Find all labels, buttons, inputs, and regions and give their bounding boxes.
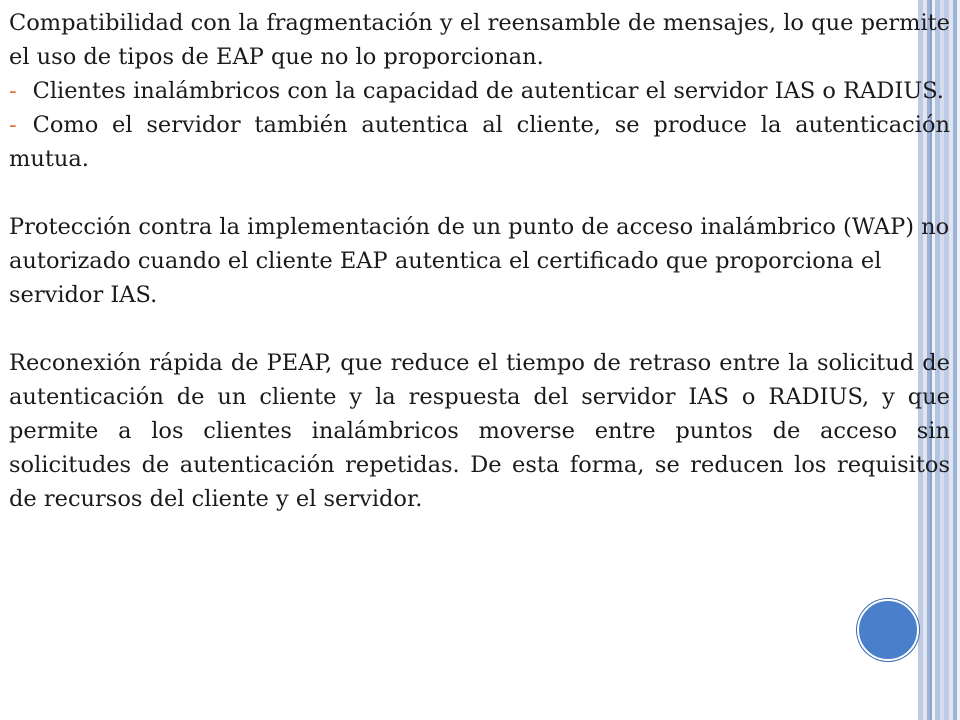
spacer	[9, 176, 950, 210]
bullet-marker: -	[9, 78, 17, 104]
bullet-marker: -	[9, 112, 17, 138]
blue-circle-decor	[857, 599, 919, 661]
spacer	[9, 312, 950, 346]
bullet-item-mutual-auth	[9, 108, 950, 176]
paragraph-peap-reconnect: Reconexión rápida de PEAP, que reduce el tiempo de retraso entre la solicitud de autenticación de un cliente y la respuesta del servidor IAS o RADIUS, y que permite a los clientes inalámbricos moverse entre puntos de acceso sin solicitudes de autenticación repetidas. De esta forma, se reducen los requisitos de recursos del cliente y el servidor.	[9, 350, 950, 512]
bullet-item-wireless-clients	[9, 74, 950, 108]
bullet-text: Clientes inalámbricos con la capacidad de autenticar el servidor IAS o RADIUS.	[32, 78, 944, 104]
bullet-text: Como el servidor también autentica al cliente, se produce la autenticación mutua.	[9, 112, 950, 172]
paragraph-wap-protection: Protección contra la implementación de un punto de acceso inalámbrico (WAP) no autorizado cuando el cliente EAP autentica el certificado que proporciona el servidor IAS.	[9, 214, 950, 308]
slide-body	[9, 6, 950, 516]
paragraph-fragmentation: Compatibilidad con la fragmentación y el reensamble de mensajes, lo que permite el uso de tipos de EAP que no lo proporcionan.	[9, 10, 950, 70]
